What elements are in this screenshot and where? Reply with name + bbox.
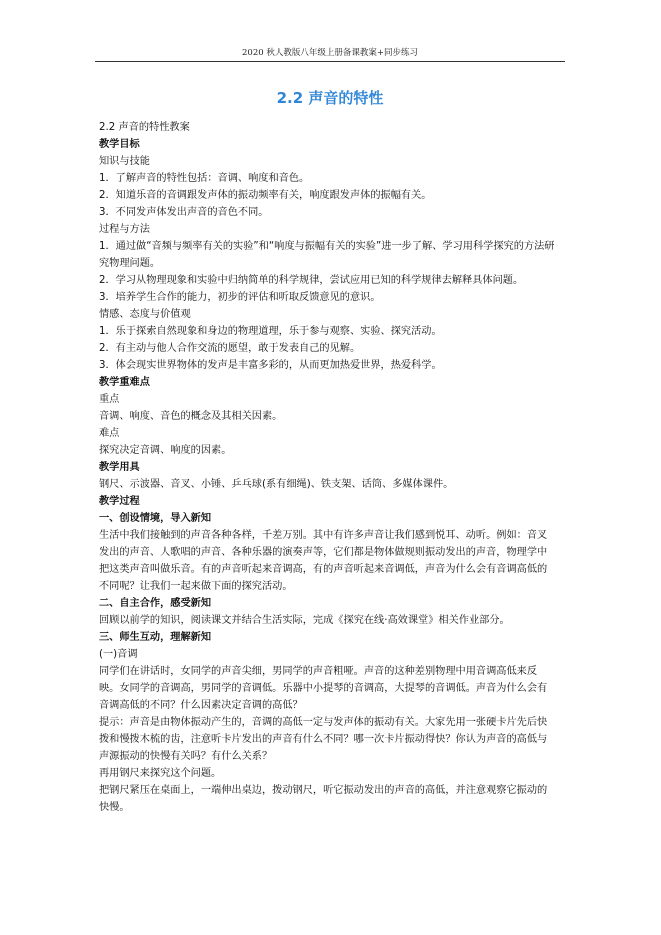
section-heading: 二、自主合作，感受新知 [99,598,212,609]
document-body [99,119,557,816]
paragraph-line: 再用钢尺来探究这个问题。 [99,768,222,779]
paragraph-line: 提示：声音是由物体振动产生的，音调的高低一定与发声体的振动有关。大家先用一张硬卡片先后快拨和慢拨木梳的齿，注意听卡片发出的声音有什么不同？哪一次卡片振动得快？你认为声音的高低与声源振动的快慢有关吗？有什么关系？ [99,717,548,762]
section-heading: 教学目标 [99,139,140,150]
paragraph-line: 音调、响度、音色的概念及其相关因素。 [99,411,283,422]
section-heading: 三、师生互动，理解新知 [99,632,212,643]
paragraph-line: 钢尺、示波器、音叉、小锤、乒乓球(系有细绳)、铁支架、话筒、多媒体课件。 [99,479,454,490]
paragraph-line: 把钢尺紧压在桌面上，一端伸出桌边，拨动钢尺，听它振动发出的声音的高低，并注意观察它振动的快慢。 [99,785,548,813]
document-title: 2.2 声音的特性 [276,89,384,107]
paragraph-line: 2.2 声音的特性教案 [99,122,190,133]
section-heading: 教学用具 [99,462,140,473]
paragraph-line: (一)音调 [99,649,138,660]
paragraph-line: 2．知道乐音的音调跟发声体的振动频率有关，响度跟发声体的振幅有关。 [99,190,432,201]
paragraph-line: 1．乐于探索自然现象和身边的物理道理，乐于参与观察、实验、探究活动。 [99,326,442,337]
paragraph-line: 生活中我们接触到的声音各种各样，千差万别。其中有许多声音让我们感到悦耳、动听。例如：音叉发出的声音、人歌唱的声音、各种乐器的演奏声等，它们都是物体做规则振动发出的声音，物理学中把这类声音叫做乐音。有的声音听起来音调高，有的声音听起来音调低，声音为什么会有音调高低的不同呢？让我们一起来做下面的探究活动。 [99,530,548,592]
section-heading: 一、创设情境，导入新知 [99,513,212,524]
paragraph-line: 同学们在讲话时，女同学的声音尖细，男同学的声音粗哑。声音的这种差别物理中用音调高低来反映。女同学的音调高，男同学的音调低。乐器中小提琴的音调高，大提琴的音调低。声音为什么会有音调高低的不同？什么因素决定音调的高低？ [99,666,548,711]
paragraph-line: 1．通过做“音频与频率有关的实验”和“响度与振幅有关的实验”进一步了解、学习用科学探究的方法研究物理问题。 [99,241,555,269]
paragraph-line: 知识与技能 [99,156,150,167]
paragraph-line: 3．培养学生合作的能力，初步的评估和听取反馈意见的意识。 [99,292,381,303]
paragraph-line: 2．学习从物理现象和实验中归纳简单的科学规律，尝试应用已知的科学规律去解释具体问题。 [99,275,524,286]
paragraph-line: 2．有主动与他人合作交流的愿望，敢于发表自己的见解。 [99,343,361,354]
paragraph-line: 回顾以前学的知识，阅读课文并结合生活实际，完成《探究在线·高效课堂》相关作业部分。 [99,615,510,626]
header-rule [95,61,565,62]
paragraph-line: 1．了解声音的特性包括：音调、响度和音色。 [99,173,310,184]
paragraph-line: 难点 [99,428,120,439]
section-heading: 教学重难点 [99,377,150,388]
paragraph-line: 探究决定音调、响度的因素。 [99,445,232,456]
paragraph-line: 重点 [99,394,120,405]
paragraph-line: 3．体会现实世界物体的发声是丰富多彩的，从而更加热爱世界，热爱科学。 [99,360,442,371]
page-header: 2020 秋人教版八年级上册备课教案+同步练习 [242,48,418,58]
paragraph-line: 情感、态度与价值观 [99,309,191,320]
section-heading: 教学过程 [99,496,140,507]
paragraph-line: 过程与方法 [99,224,150,235]
paragraph-line: 3．不同发声体发出声音的音色不同。 [99,207,269,218]
